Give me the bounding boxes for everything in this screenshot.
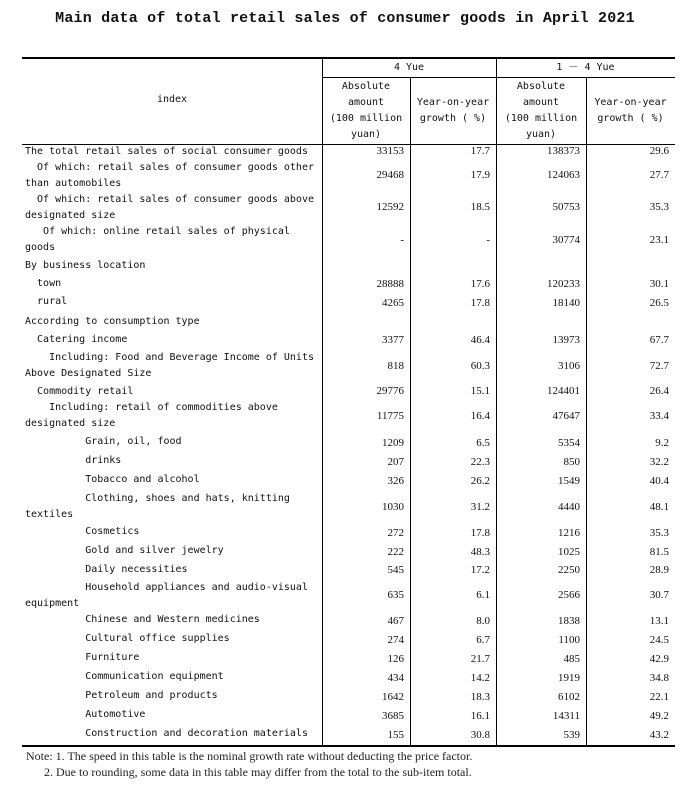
cell-cum-amount: 2566 <box>558 589 580 601</box>
cell-month-amount: 28888 <box>376 278 404 290</box>
cell-cum-growth: 49.2 <box>649 709 669 722</box>
cell-cum-growth: 67.7 <box>649 334 669 346</box>
cell-cum-growth: 24.5 <box>649 633 669 646</box>
cell-cum-growth: 30.1 <box>649 278 669 290</box>
cell-month-growth: 6.1 <box>476 589 490 601</box>
cell-cum-amount: 138373 <box>547 145 580 157</box>
cell-month-growth: 6.5 <box>476 436 490 449</box>
cell-cum-amount: 1100 <box>558 633 580 646</box>
row-label-line: Of which: online retail sales of physical <box>25 226 290 237</box>
cell-month-growth: 16.1 <box>470 709 490 722</box>
cell-cum-amount: 485 <box>563 652 580 665</box>
row-label-line: Commodity retail <box>25 386 134 397</box>
row-label-line: Clothing, shoes and hats, knitting <box>25 493 290 504</box>
cell-cum-amount: 539 <box>563 728 580 741</box>
cell-month-growth: 17.7 <box>470 145 490 157</box>
header-line: yuan) <box>350 129 382 140</box>
row-label <box>25 294 321 310</box>
cell-month-growth: 26.2 <box>470 474 490 487</box>
row-label-line: The total retail sales of social consumer goods <box>25 146 308 157</box>
cell-month-amount: 326 <box>387 474 404 487</box>
cell-month-amount: 1642 <box>382 690 404 703</box>
cell-month-amount: 272 <box>387 526 404 539</box>
header-month-yoy-growth <box>410 95 496 127</box>
row-label <box>25 258 321 274</box>
cell-month-growth: 15.1 <box>470 385 490 397</box>
note-line: Note: 1. The speed in this table is the nominal growth rate without deducting the price factor. <box>26 749 473 763</box>
cell-cum-growth: 35.3 <box>649 201 669 213</box>
row-label-line: goods <box>25 242 56 253</box>
cell-month-amount: 11775 <box>376 410 404 422</box>
cell-month-growth: 17.9 <box>470 169 490 181</box>
cell-cum-amount: 3106 <box>558 360 580 372</box>
row-label <box>25 491 321 523</box>
header-group-divider <box>322 77 675 78</box>
row-label <box>25 669 321 685</box>
cell-month-amount: 33153 <box>376 145 404 157</box>
row-label-line: town <box>25 278 62 289</box>
row-label <box>25 650 321 666</box>
cell-cum-growth: 27.7 <box>649 169 669 181</box>
cell-cum-amount: 5354 <box>558 436 580 449</box>
cell-cum-growth: 23.1 <box>649 234 669 246</box>
cell-cum-growth: 9.2 <box>655 436 669 449</box>
cell-month-amount: 29776 <box>376 385 404 397</box>
cell-month-amount: 222 <box>387 545 404 558</box>
cell-month-growth: 17.8 <box>470 297 490 309</box>
row-label <box>25 314 321 330</box>
cell-cum-growth: 29.6 <box>649 145 669 157</box>
row-label-line: Furniture <box>25 652 140 663</box>
header-line: Absolute <box>516 81 566 92</box>
row-label <box>25 350 321 382</box>
header-line: Year-on-year <box>416 97 490 108</box>
cell-month-amount: 4265 <box>382 297 404 309</box>
cell-month-amount: - <box>400 234 404 246</box>
cell-month-growth: 21.7 <box>470 652 490 665</box>
row-label-line: equipment <box>25 598 80 609</box>
row-label-line: Daily necessities <box>25 564 188 575</box>
row-label-line: textiles <box>25 509 74 520</box>
cell-month-growth: 16.4 <box>470 410 490 422</box>
cell-cum-growth: 33.4 <box>649 410 669 422</box>
cell-month-growth: 31.2 <box>470 500 490 513</box>
cell-cum-amount: 1919 <box>558 671 580 684</box>
cell-month-amount: 1209 <box>382 436 404 449</box>
header-line: amount <box>522 97 560 108</box>
row-label-line: Cultural office supplies <box>25 633 230 644</box>
row-label-line: rural <box>25 296 68 307</box>
cell-cum-growth: 34.8 <box>649 671 669 684</box>
cell-month-growth: 8.0 <box>476 614 490 627</box>
header-cum-yoy-growth <box>586 95 675 127</box>
row-label-line: Grain, oil, food <box>25 436 182 447</box>
cell-month-amount: 274 <box>387 633 404 646</box>
cell-month-amount: 126 <box>387 652 404 665</box>
row-label <box>25 276 321 292</box>
cell-cum-growth: 13.1 <box>649 614 669 627</box>
cell-cum-growth: 35.3 <box>649 526 669 539</box>
row-label <box>25 453 321 469</box>
row-label <box>25 543 321 559</box>
cell-month-growth: 60.3 <box>470 360 490 372</box>
cell-month-growth: 14.2 <box>470 671 490 684</box>
row-label-line: designated size <box>25 210 116 221</box>
cell-month-amount: 155 <box>387 728 404 741</box>
note-line: 2. Due to rounding, some data in this table may differ from the total to the sub-item total. <box>26 765 472 779</box>
cell-cum-amount: 120233 <box>547 278 580 290</box>
cell-cum-growth: 43.2 <box>649 728 669 741</box>
cell-cum-growth: 28.9 <box>649 564 669 576</box>
row-label <box>25 688 321 704</box>
cell-cum-amount: 6102 <box>558 690 580 703</box>
header-line: (100 million <box>504 113 578 124</box>
cell-cum-growth: 32.2 <box>649 455 669 468</box>
table-bottom-rule <box>22 745 675 747</box>
row-label-line: drinks <box>25 455 122 466</box>
row-label-line: Cosmetics <box>25 526 140 537</box>
header-line: Absolute <box>341 81 391 92</box>
cell-month-amount: 434 <box>387 671 404 684</box>
row-label <box>25 144 321 160</box>
cell-month-growth: - <box>486 234 490 246</box>
cell-month-growth: 18.5 <box>470 201 490 213</box>
row-label-line: Of which: retail sales of consumer goods above <box>25 194 314 205</box>
cell-cum-growth: 48.1 <box>649 500 669 513</box>
cell-month-growth: 17.2 <box>470 564 490 576</box>
cell-cum-amount: 124063 <box>547 169 580 181</box>
cell-cum-amount: 1838 <box>558 614 580 627</box>
header-line: (100 million <box>329 113 403 124</box>
cell-cum-growth: 40.4 <box>649 474 669 487</box>
cell-month-growth: 17.6 <box>470 278 490 290</box>
row-label <box>25 580 321 612</box>
cell-month-amount: 3377 <box>382 334 404 346</box>
table-top-rule <box>22 57 675 59</box>
row-label-line: than automobiles <box>25 178 122 189</box>
cell-month-growth: 22.3 <box>470 455 490 468</box>
row-label <box>25 562 321 578</box>
cell-month-growth: 30.8 <box>470 728 490 741</box>
cell-month-growth: 48.3 <box>470 545 490 558</box>
cell-month-growth: 6.7 <box>476 633 490 646</box>
cell-month-amount: 467 <box>387 614 404 627</box>
cell-cum-amount: 850 <box>563 455 580 468</box>
cell-cum-growth: 22.1 <box>649 690 669 703</box>
row-label-line: Gold and silver jewelry <box>25 545 224 556</box>
cell-cum-growth: 81.5 <box>649 545 669 558</box>
cell-cum-growth: 42.9 <box>649 652 669 665</box>
row-label-line: Including: retail of commodities above <box>25 402 278 413</box>
cell-cum-growth: 26.5 <box>649 297 669 309</box>
cell-month-amount: 3685 <box>382 709 404 722</box>
cell-month-amount: 207 <box>387 455 404 468</box>
cell-cum-growth: 72.7 <box>649 360 669 372</box>
cell-cum-growth: 26.4 <box>649 385 669 397</box>
header-line: growth ( %) <box>419 113 487 124</box>
header-line: growth ( %) <box>597 113 664 124</box>
cell-month-amount: 635 <box>387 589 404 601</box>
row-label-line: Above Designated Size <box>25 368 152 379</box>
row-label <box>25 524 321 540</box>
row-label <box>25 160 321 192</box>
row-label-line: Automotive <box>25 709 146 720</box>
cell-month-amount: 818 <box>387 360 404 372</box>
cell-month-amount: 1030 <box>382 500 404 513</box>
page-title: Main data of total retail sales of consumer goods in April 2021 <box>55 10 635 27</box>
cell-cum-amount: 14311 <box>552 709 580 722</box>
cell-cum-amount: 18140 <box>552 297 580 309</box>
row-label <box>25 434 321 450</box>
cell-cum-amount: 4440 <box>558 500 580 513</box>
cell-month-amount: 12592 <box>376 201 404 213</box>
row-label-line: Of which: retail sales of consumer goods other <box>25 162 314 173</box>
row-label-line: Petroleum and products <box>25 690 218 701</box>
cell-month-amount: 545 <box>387 564 404 576</box>
row-label-line: Including: Food and Beverage Income of Units <box>25 352 314 363</box>
cell-cum-amount: 124401 <box>547 385 580 397</box>
cell-cum-amount: 47647 <box>552 410 580 422</box>
row-label <box>25 384 321 400</box>
header-index: index <box>156 94 188 105</box>
header-line: yuan) <box>525 129 557 140</box>
row-label <box>25 224 321 256</box>
cell-cum-amount: 50753 <box>552 201 580 213</box>
header-line: Year-on-year <box>594 97 667 108</box>
cell-month-growth: 17.8 <box>470 526 490 539</box>
cell-cum-amount: 30774 <box>552 234 580 246</box>
row-label-line: Construction and decoration materials <box>25 728 308 739</box>
row-label-line: designated size <box>25 418 116 429</box>
row-label <box>25 612 321 628</box>
row-label-line: By business location <box>25 260 146 271</box>
row-label <box>25 332 321 348</box>
row-label <box>25 631 321 647</box>
header-cum-absolute-amount <box>496 79 586 143</box>
header-group-cumulative: 1 － 4 Yue <box>556 62 615 73</box>
cell-cum-amount: 1216 <box>558 526 580 539</box>
cell-cum-amount: 1025 <box>558 545 580 558</box>
cell-cum-growth: 30.7 <box>649 589 669 601</box>
cell-month-growth: 46.4 <box>470 334 490 346</box>
row-label <box>25 726 321 742</box>
cell-cum-amount: 2250 <box>558 564 580 576</box>
cell-month-amount: 29468 <box>376 169 404 181</box>
header-line: amount <box>347 97 385 108</box>
header-group-month: 4 Yue <box>393 62 425 73</box>
cell-month-growth: 18.3 <box>470 690 490 703</box>
cell-cum-amount: 13973 <box>552 334 580 346</box>
header-month-absolute-amount <box>322 79 410 143</box>
row-label-line: Catering income <box>25 334 128 345</box>
row-label <box>25 472 321 488</box>
row-label-line: According to consumption type <box>25 316 200 327</box>
row-label-line: Communication equipment <box>25 671 224 682</box>
row-label <box>25 400 321 432</box>
row-label <box>25 707 321 723</box>
row-label-line: Household appliances and audio-visual <box>25 582 308 593</box>
cell-cum-amount: 1549 <box>558 474 580 487</box>
row-label-line: Tobacco and alcohol <box>25 474 200 485</box>
row-label-line: Chinese and Western medicines <box>25 614 260 625</box>
row-label <box>25 192 321 224</box>
